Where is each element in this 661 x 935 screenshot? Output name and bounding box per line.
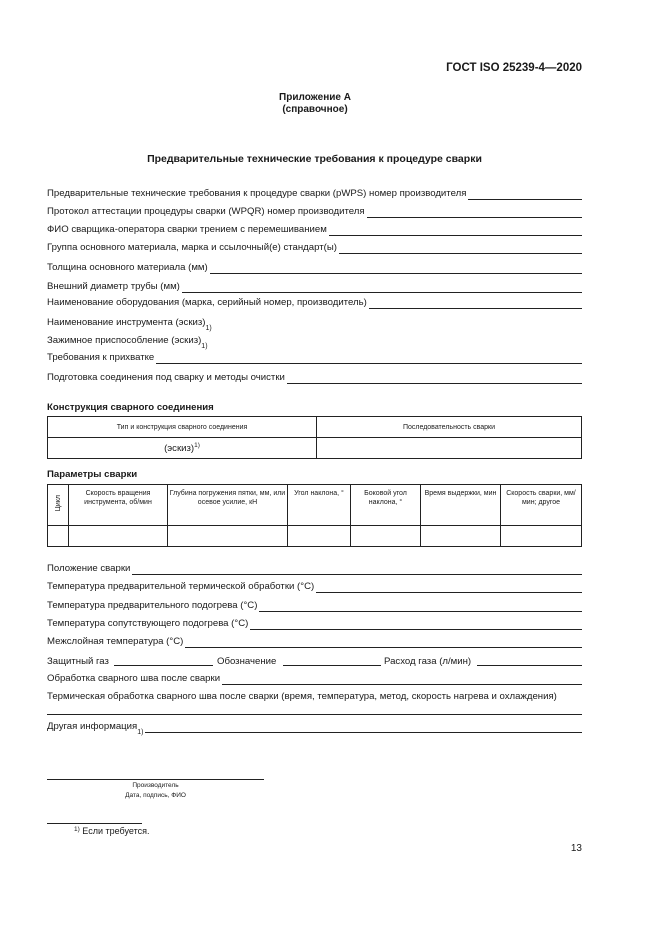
joint-sketch-cell[interactable] xyxy=(48,438,317,459)
cell-welding-speed[interactable] xyxy=(501,526,582,547)
field-label: ФИО сварщика-оператора сварки трением с перемешиванием xyxy=(47,224,327,235)
sketch-label: (эскиз) xyxy=(164,442,195,454)
field-label: Обработка сварного шва после сварки xyxy=(47,673,221,684)
field-tool: Наименование инструмента (эскиз) 1) xyxy=(47,317,212,332)
fill-line[interactable] xyxy=(259,601,582,612)
field-label: Другая информация xyxy=(47,721,138,732)
field-heat-treatment xyxy=(47,691,582,703)
signature-caption: Дата, подпись, ФИО xyxy=(125,792,186,799)
field-wpqr-number[interactable] xyxy=(47,206,582,218)
designation-label: Обозначение xyxy=(217,656,277,667)
field-label: Требования к прихватке xyxy=(47,352,155,363)
field-tack-welding[interactable] xyxy=(47,352,582,364)
fill-line[interactable] xyxy=(132,564,582,575)
footnote xyxy=(74,826,149,836)
footnote-text: Если требуется. xyxy=(82,826,150,836)
fill-line[interactable] xyxy=(182,282,582,293)
cell-plunge-depth[interactable] xyxy=(168,526,288,547)
cell-dwell-time[interactable] xyxy=(421,526,501,547)
field-pipe-diameter[interactable] xyxy=(47,281,582,293)
header-rotation-speed: Скорость вращения инструмента, об/мин xyxy=(69,485,168,526)
standard-number: ГОСТ ISO 25239-4—2020 xyxy=(446,62,582,74)
header-dwell-time: Время выдержки, мин xyxy=(421,485,501,526)
cell-tilt-angle[interactable] xyxy=(288,526,351,547)
field-label: Температура предварительной термической обработки (°C) xyxy=(47,581,315,592)
page-number: 13 xyxy=(570,843,582,854)
field-label: Наименование оборудования (марка, серийный номер, производитель) xyxy=(47,297,367,308)
fill-line[interactable] xyxy=(316,582,582,593)
field-base-material[interactable] xyxy=(47,242,582,254)
fill-line[interactable] xyxy=(329,225,582,236)
field-label: Толщина основного материала (мм) xyxy=(47,262,208,273)
footnote-ref: 1) xyxy=(194,441,200,449)
field-equipment[interactable] xyxy=(47,297,582,309)
fill-line[interactable] xyxy=(210,263,582,274)
field-label: Подготовка соединения под сварку и методы очистки xyxy=(47,372,285,383)
joint-table xyxy=(47,416,582,459)
fill-line[interactable] xyxy=(185,637,582,648)
params-table xyxy=(47,484,582,547)
fill-line[interactable] xyxy=(222,674,582,685)
field-label: Предварительные технические требования к процедуре сварки (pWPS) номер производителя xyxy=(47,188,467,199)
field-joint-preparation[interactable] xyxy=(47,372,582,384)
field-label: Температура сопутствующего подогрева (°C) xyxy=(47,618,249,629)
field-post-weld-treatment[interactable] xyxy=(47,673,582,685)
field-label: Внешний диаметр трубы (мм) xyxy=(47,281,180,292)
field-pwps-number[interactable] xyxy=(47,188,582,200)
shielding-gas-line[interactable] xyxy=(114,665,213,666)
designation-line[interactable] xyxy=(283,665,381,666)
cell-cycle[interactable] xyxy=(48,526,69,547)
field-preheat-temp[interactable] xyxy=(47,600,582,612)
fill-line[interactable] xyxy=(145,722,582,733)
shielding-gas-label: Защитный газ xyxy=(47,656,109,667)
field-label: Наименование инструмента (эскиз) xyxy=(47,317,206,328)
field-label: Температура предварительного подогрева (°C) xyxy=(47,600,258,611)
field-concurrent-heat-temp[interactable] xyxy=(47,618,582,630)
fill-line[interactable] xyxy=(468,189,582,200)
document-title: Предварительные технические требования к процедуре сварки xyxy=(147,153,482,165)
field-material-thickness[interactable] xyxy=(47,262,582,274)
field-clamping: Зажимное приспособление (эскиз) 1) xyxy=(47,335,208,350)
flow-rate-label: Расход газа (л/мин) xyxy=(384,656,472,667)
fill-line[interactable] xyxy=(339,243,582,254)
header-plunge-depth: Глубина погружения пятки, мм, или осевое усилие, кН xyxy=(168,485,288,526)
header-welding-speed: Скорость сварки, мм/мин; другое xyxy=(501,485,582,526)
field-label: Протокол аттестации процедуры сварки (WPQR) номер производителя xyxy=(47,206,365,217)
flow-rate-line[interactable] xyxy=(477,665,582,666)
weld-sequence-header: Последовательность сварки xyxy=(317,417,582,438)
cell-rotation-speed[interactable] xyxy=(69,526,168,547)
header-side-tilt-angle: Боковой угол наклона, ° xyxy=(351,485,421,526)
field-label: Зажимное приспособление (эскиз) xyxy=(47,335,202,346)
field-label: Термическая обработка сварного шва после сварки (время, температура, метод, скорость нагрева и охлаждения) xyxy=(47,691,557,702)
field-interpass-temp[interactable] xyxy=(47,636,582,648)
weld-sequence-cell[interactable] xyxy=(317,438,582,459)
header-cycle: Цикл xyxy=(48,485,69,526)
gas-row xyxy=(47,655,582,667)
fill-line[interactable] xyxy=(156,353,582,364)
fill-line[interactable] xyxy=(369,298,582,309)
signature-line[interactable] xyxy=(47,779,264,780)
cell-side-tilt-angle[interactable] xyxy=(351,526,421,547)
joint-type-header: Тип и конструкция сварного соединения xyxy=(48,417,317,438)
field-preheat-treatment-temp[interactable] xyxy=(47,581,582,593)
fill-line[interactable] xyxy=(250,619,582,630)
field-label: Группа основного материала, марка и ссылочный(е) стандарт(ы) xyxy=(47,242,337,253)
field-label: Положение сварки xyxy=(47,563,131,574)
field-welding-position[interactable] xyxy=(47,563,582,575)
field-operator-name[interactable] xyxy=(47,224,582,236)
params-section-title: Параметры сварки xyxy=(47,469,138,480)
annex-title: Приложение А xyxy=(279,92,351,103)
fill-line[interactable] xyxy=(367,207,582,218)
footnote-separator xyxy=(47,823,142,824)
fill-line[interactable] xyxy=(287,373,582,384)
joint-section-title: Конструкция сварного соединения xyxy=(47,402,214,413)
header-tilt-angle: Угол наклона, ° xyxy=(288,485,351,526)
footnote-mark: 1) xyxy=(74,826,80,833)
field-other-info[interactable]: Другая информация 1) xyxy=(47,721,582,733)
annex-subtitle: (справочное) xyxy=(282,104,348,115)
heat-treatment-line[interactable] xyxy=(47,714,582,715)
signature-role: Производитель xyxy=(132,782,179,789)
field-label: Межслойная температура (°C) xyxy=(47,636,184,647)
